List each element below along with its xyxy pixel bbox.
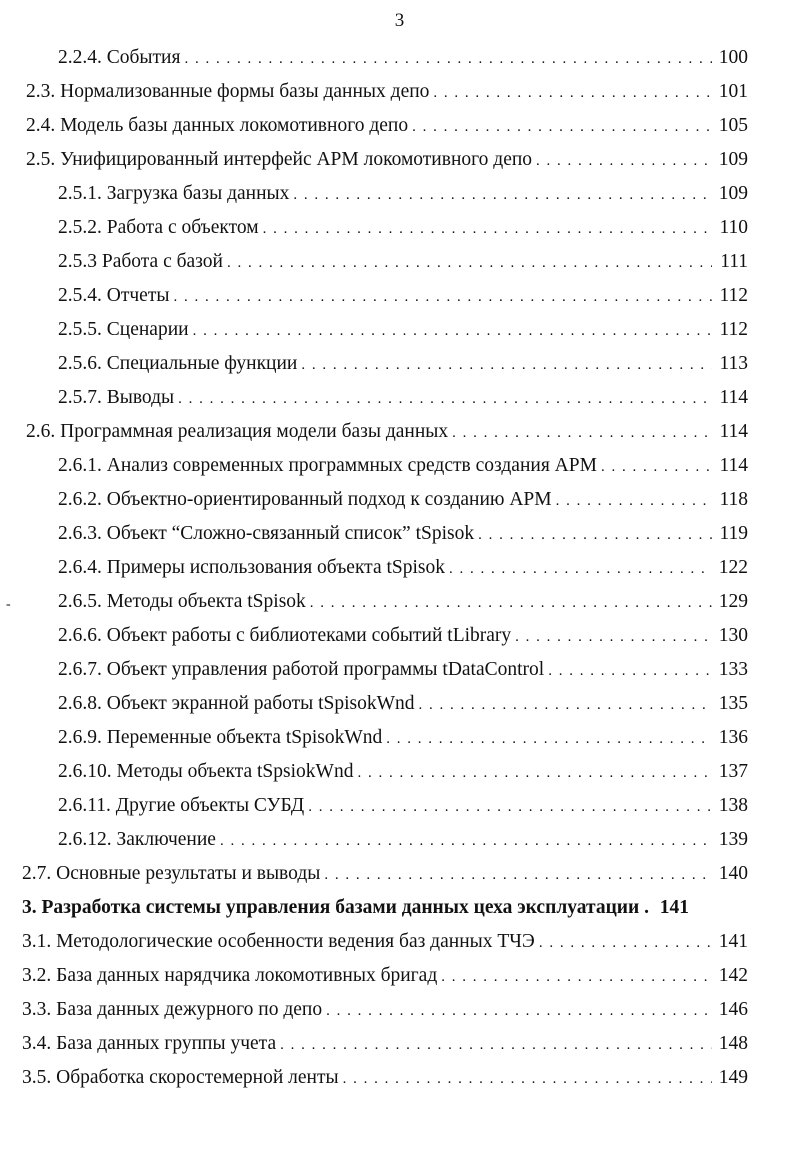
toc-leader-dots	[263, 215, 712, 242]
toc-leader-dots	[310, 589, 712, 616]
toc-entry-page: 101	[718, 81, 748, 102]
toc-entry-page: 140	[718, 863, 748, 884]
toc-entry-title: 3.1. Методологические особенности ведения баз данных ТЧЭ	[22, 931, 535, 952]
toc-leader-dots	[433, 79, 712, 106]
toc-entry-page: 129	[718, 591, 748, 612]
toc-entry-page: 111	[720, 251, 748, 272]
toc-leader-dots	[193, 317, 712, 344]
toc-entry	[58, 826, 748, 854]
toc-leader-dots	[301, 351, 712, 378]
toc-entry-title: 2.6.5. Методы объекта tSpisok	[58, 591, 306, 612]
toc-entry-page: 146	[718, 999, 748, 1020]
toc-entry-title: 2.6.1. Анализ современных программных средств создания АРМ	[58, 455, 597, 476]
toc-entry-title: 2.6.10. Методы объекта tSpsiokWnd	[58, 761, 354, 782]
toc-entry-title: 2.5. Унифицированный интерфейс АРМ локомотивного депо	[26, 149, 533, 170]
toc-entry	[58, 316, 748, 344]
toc-entry-page: 100	[718, 47, 748, 68]
toc-entry-chapter	[22, 894, 748, 922]
toc-entry	[26, 78, 748, 106]
toc-entry-page: 110	[719, 217, 748, 238]
toc-entry-title: 2.5.3 Работа с базой	[58, 251, 223, 272]
page-number: 3	[394, 10, 405, 31]
toc-entry-page: 109	[718, 183, 748, 204]
toc-entry-page: 149	[718, 1067, 748, 1088]
toc-entry-page: 114	[719, 455, 748, 476]
toc-leader-dots	[539, 929, 712, 956]
toc-leader-dots	[227, 249, 712, 276]
toc-entry-page: 114	[719, 387, 748, 408]
toc-leader-dots	[173, 283, 712, 310]
toc-entry-title: 2.6.12. Заключение	[58, 829, 216, 850]
toc-entry-page: 139	[718, 829, 748, 850]
toc-leader-dots	[220, 827, 712, 854]
toc-entry	[58, 792, 748, 820]
toc-entry	[58, 588, 748, 616]
toc-entry-page: 142	[718, 965, 748, 986]
toc-entry	[58, 214, 748, 242]
toc-leader-dots	[293, 181, 712, 208]
toc-leader-dots	[449, 555, 712, 582]
toc-leader-dots	[386, 725, 712, 752]
margin-dash-mark: -	[6, 597, 11, 612]
toc-entry-page: 136	[718, 727, 748, 748]
toc-entry	[26, 418, 748, 446]
toc-entry-page: 118	[719, 489, 748, 510]
toc-entry	[58, 622, 748, 650]
toc-entry-page: 112	[719, 285, 748, 306]
toc-entry-title: 2.6.4. Примеры использования объекта tSpisok	[58, 557, 445, 578]
toc-entry	[58, 554, 748, 582]
toc-entry-page: 105	[718, 115, 748, 136]
toc-entry	[58, 486, 748, 514]
toc-entry	[58, 384, 748, 412]
toc-entry-title: 2.6.2. Объектно-ориентированный подход к созданию АРМ	[58, 489, 552, 510]
toc-leader-dots	[280, 1031, 712, 1058]
toc-entry-page: 130	[718, 625, 748, 646]
toc-entry-title: 3. Разработка системы управления базами данных цеха эксплуатации .	[22, 897, 650, 918]
toc-entry	[58, 520, 748, 548]
toc-entry-page: 114	[719, 421, 748, 442]
toc-entry-title: 3.2. База данных нарядчика локомотивных бригад	[22, 965, 438, 986]
toc-leader-dots	[326, 997, 712, 1024]
toc-leader-dots	[441, 963, 712, 990]
toc-entry-page: 141	[659, 897, 690, 918]
toc-entry-title: 2.3. Нормализованные формы базы данных депо	[26, 81, 430, 102]
toc-entry-title: 2.4. Модель базы данных локомотивного депо	[26, 115, 409, 136]
toc-entry-title: 2.6.3. Объект “Сложно-связанный список” tSpisok	[58, 523, 475, 544]
toc-leader-dots	[478, 521, 712, 548]
toc-leader-dots	[515, 623, 712, 650]
toc-entry	[58, 350, 748, 378]
toc-entry-title: 3.5. Обработка скоростемерной ленты	[22, 1067, 339, 1088]
toc-entry-title: 2.6. Программная реализация модели базы данных	[26, 421, 449, 442]
toc-leader-dots	[536, 147, 712, 174]
toc-entry-title: 3.4. База данных группы учета	[22, 1033, 277, 1054]
toc-entry-page: 112	[719, 319, 748, 340]
toc-entry	[22, 928, 748, 956]
toc-entry-title: 2.5.7. Выводы	[58, 387, 175, 408]
toc-leader-dots	[178, 385, 712, 412]
toc-entry	[22, 1064, 748, 1092]
toc-entry	[58, 656, 748, 684]
toc-entry-title: 2.6.8. Объект экранной работы tSpisokWnd	[58, 693, 415, 714]
toc-leader-dots	[452, 419, 712, 446]
toc-entry	[58, 690, 748, 718]
toc-entry-page: 109	[718, 149, 748, 170]
toc-entry	[58, 758, 748, 786]
toc-entry	[58, 44, 748, 72]
toc-entry	[22, 1030, 748, 1058]
toc-entry-title: 2.7. Основные результаты и выводы	[22, 863, 321, 884]
toc-entry-page: 148	[718, 1033, 748, 1054]
toc-entry	[58, 180, 748, 208]
toc-entry-page: 122	[718, 557, 748, 578]
toc-entry	[22, 860, 748, 888]
toc-entry	[58, 282, 748, 310]
toc-entry-title: 2.6.11. Другие объекты СУБД	[58, 795, 305, 816]
toc-entry	[58, 248, 748, 276]
toc-leader-dots	[184, 45, 712, 72]
toc-entry-title: 2.5.2. Работа с объектом	[58, 217, 259, 238]
toc-entry-title: 2.5.6. Специальные функции	[58, 353, 298, 374]
toc-entry-page: 137	[718, 761, 748, 782]
toc-entry-title: 2.2.4. События	[58, 47, 181, 68]
toc-entry	[26, 146, 748, 174]
toc-leader-dots	[548, 657, 712, 684]
toc-entry	[58, 452, 748, 480]
toc-entry	[26, 112, 748, 140]
toc-leader-dots	[419, 691, 712, 718]
toc-entry-title: 2.5.5. Сценарии	[58, 319, 189, 340]
toc-entry-title: 3.3. База данных дежурного по депо	[22, 999, 323, 1020]
toc-entry	[58, 724, 748, 752]
toc-entry	[22, 996, 748, 1024]
toc-leader-dots	[324, 861, 712, 888]
toc-entry-page: 113	[719, 353, 748, 374]
toc-entry-page: 119	[719, 523, 748, 544]
toc-leader-dots	[412, 113, 712, 140]
toc-entry-title: 2.6.6. Объект работы с библиотеками событий tLibrary	[58, 625, 512, 646]
toc-entry	[22, 962, 748, 990]
toc-entry-page: 133	[718, 659, 748, 680]
toc-leader-dots	[601, 453, 712, 480]
toc-entry-title: 2.6.9. Переменные объекта tSpisokWnd	[58, 727, 383, 748]
toc-leader-dots	[556, 487, 712, 514]
toc-entry-title: 2.6.7. Объект управления работой программы tDataControl	[58, 659, 545, 680]
toc-leader-dots	[357, 759, 712, 786]
toc-leader-dots	[308, 793, 712, 820]
toc-entry-title: 2.5.4. Отчеты	[58, 285, 170, 306]
toc-leader-dots	[343, 1065, 712, 1092]
toc-entry-page: 135	[718, 693, 748, 714]
toc-entry-title: 2.5.1. Загрузка базы данных	[58, 183, 290, 204]
toc-entry-page: 141	[718, 931, 748, 952]
toc-entry-page: 138	[718, 795, 748, 816]
